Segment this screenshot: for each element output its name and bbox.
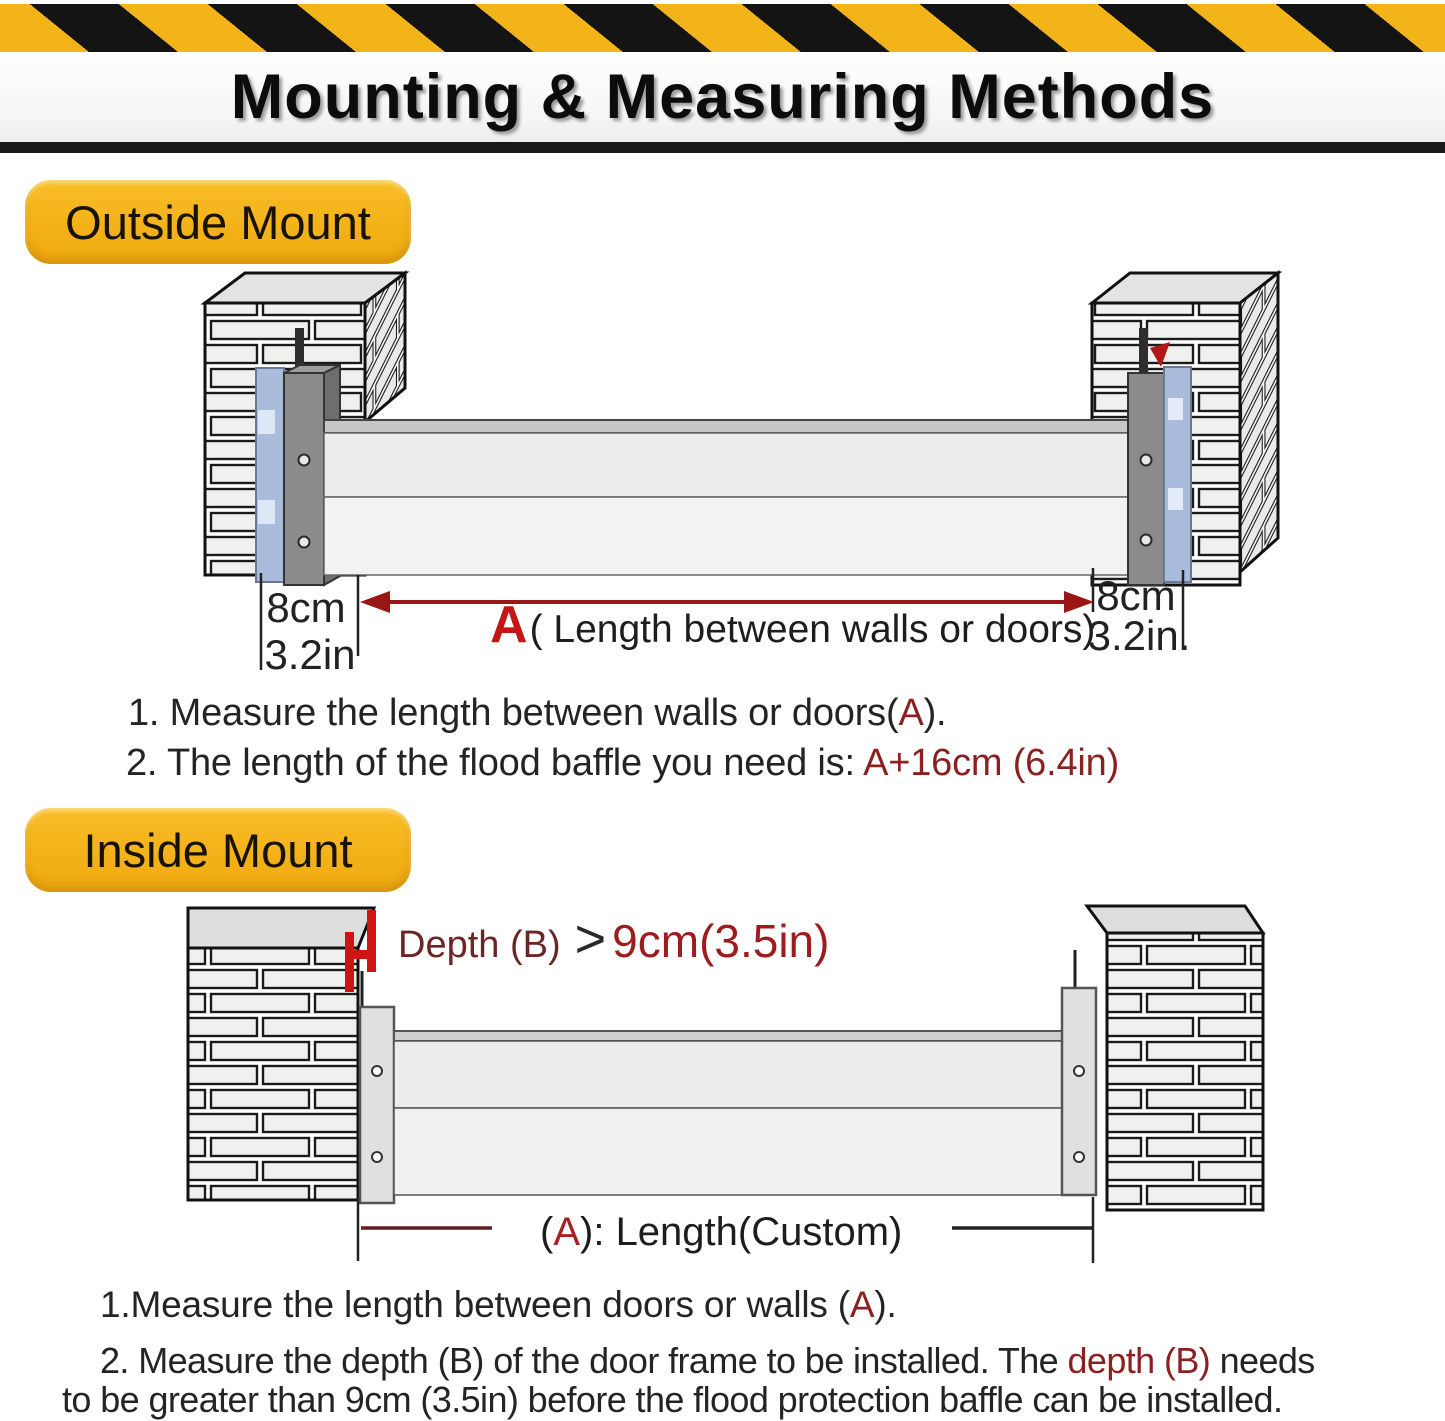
header-divider xyxy=(0,142,1445,153)
screw-hole xyxy=(299,455,310,466)
screw-hole xyxy=(372,1066,382,1076)
screw-hole xyxy=(299,537,310,548)
outside-mount-label: Outside Mount xyxy=(65,195,371,249)
length-custom-label: (A): Length(Custom) xyxy=(540,1210,903,1254)
outside-mount-diagram xyxy=(0,270,1445,690)
screw-hole xyxy=(1074,1152,1084,1162)
inside-step-2-line2: to be greater than 9cm (3.5in) before the flood protection baffle can be installed. xyxy=(62,1379,1283,1420)
outside-step-2: 2. The length of the flood baffle you need is: A+16cm (6.4in) xyxy=(126,742,1120,784)
inside-step-2-line1: 2. Measure the depth (B) of the door frame to be installed. The depth (B) needs xyxy=(100,1340,1315,1381)
outside-step-1: 1. Measure the length between walls or doors(A). xyxy=(128,692,947,734)
screw-hole xyxy=(1141,455,1152,466)
left-gap-in-label: 3.2in xyxy=(264,631,356,678)
right-gap-in-label: 3.2in. xyxy=(1087,612,1191,659)
flood-barrier-panel xyxy=(394,1031,1062,1195)
inside-mount-badge xyxy=(25,808,411,892)
length-a-label: A( Length between walls or doors) xyxy=(490,596,1096,654)
right-gap-cm-label: 8cm xyxy=(1096,572,1176,619)
screw-hole xyxy=(372,1152,382,1162)
left-mounting-channel xyxy=(360,1007,394,1203)
page-title: Mounting & Measuring Methods xyxy=(230,62,1215,132)
hazard-stripe-banner xyxy=(0,4,1445,52)
outside-mount-badge xyxy=(25,180,411,264)
screw-hole xyxy=(1074,1066,1084,1076)
inside-mount-label: Inside Mount xyxy=(83,823,353,877)
right-mounting-channel xyxy=(1062,988,1096,1195)
title-band xyxy=(0,52,1445,142)
inside-step-1: 1.Measure the length between doors or walls (A). xyxy=(100,1284,897,1325)
flood-barrier-panel xyxy=(324,420,1136,575)
arrowhead-left-icon xyxy=(360,591,390,613)
left-gap-cm-label: 8cm xyxy=(266,584,346,631)
inside-mount-diagram xyxy=(0,895,1445,1275)
right-brick-pillar xyxy=(1087,906,1263,1210)
length-dimension xyxy=(358,1197,1093,1263)
screw-hole xyxy=(1141,535,1152,546)
left-seal-strip xyxy=(256,368,284,582)
right-anchor-bolt xyxy=(1139,328,1148,376)
depth-b-label: Depth (B) > 9cm(3.5in) xyxy=(398,909,830,969)
